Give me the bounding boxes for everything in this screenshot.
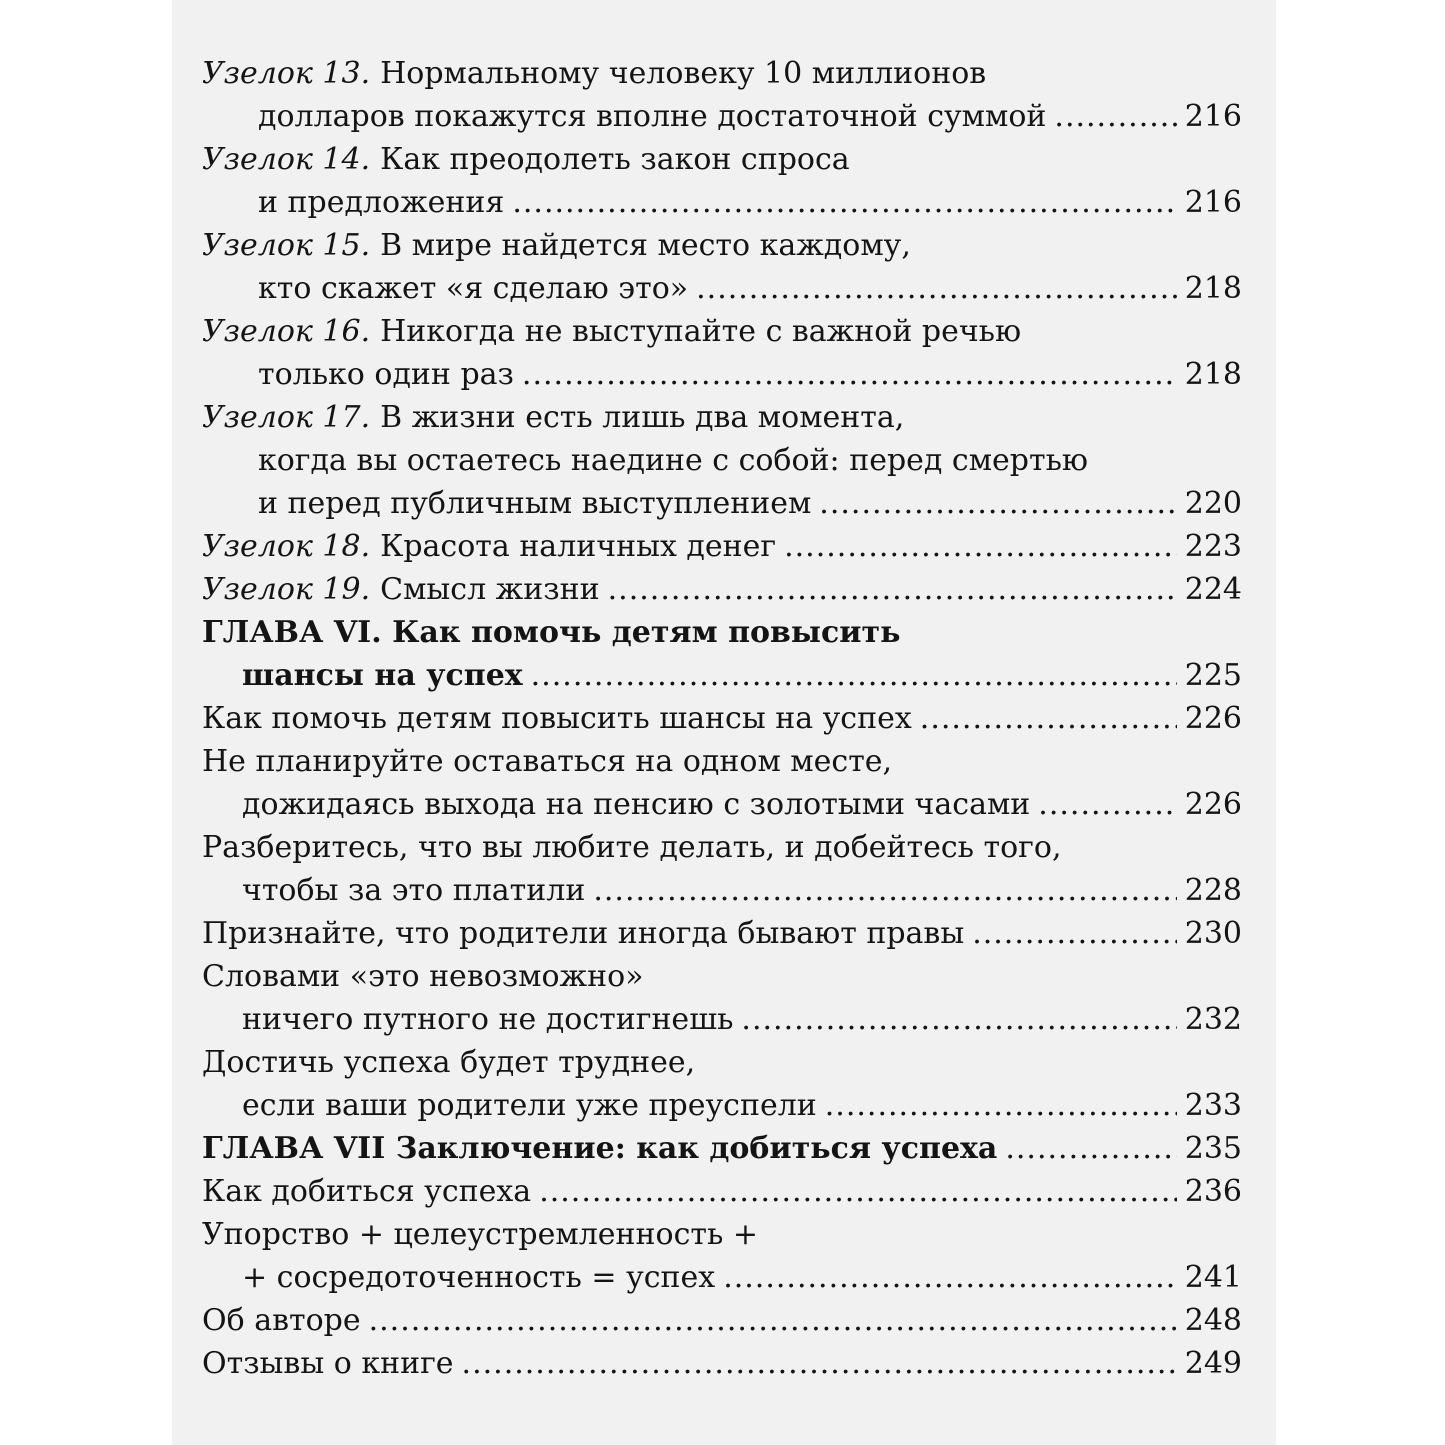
- toc-entry-title: если ваши родители уже преуспели: [242, 1088, 817, 1123]
- page-number: 241: [1184, 1260, 1242, 1295]
- toc-entry-title: В жизни есть лишь два момента,: [380, 400, 905, 435]
- toc-line: [202, 955, 1242, 998]
- toc-entry: [202, 1213, 1242, 1299]
- dot-leader: [608, 568, 1177, 611]
- toc-entry: [202, 740, 1242, 826]
- page-number: 233: [1184, 1088, 1242, 1123]
- toc-entry: [202, 1127, 1242, 1170]
- toc-line: [202, 1041, 1242, 1084]
- toc-entry-title: Как преодолеть закон спроса: [380, 142, 850, 177]
- toc-entry-prefix: Узелок 14.: [202, 142, 371, 177]
- dot-leader: [825, 1084, 1177, 1127]
- page-number: 216: [1184, 185, 1242, 220]
- dot-leader: [1038, 783, 1176, 826]
- toc-entry-title: Упорство + целеустремленность +: [202, 1217, 758, 1252]
- toc-entry-prefix: Узелок 13.: [202, 56, 371, 91]
- toc-entry: [202, 826, 1242, 912]
- toc-entry-title: В мире найдется место каждому,: [380, 228, 911, 263]
- toc-line: [202, 95, 1242, 138]
- toc-entry-title: и предложения: [258, 185, 505, 220]
- dot-leader: [462, 1342, 1177, 1385]
- toc-line: [202, 1213, 1242, 1256]
- toc-entry-title: Не планируйте оставаться на одном месте,: [202, 744, 893, 779]
- page-number: 218: [1184, 357, 1242, 392]
- dot-leader: [369, 1299, 1177, 1342]
- toc-line: [202, 1342, 1242, 1385]
- toc-entry: [202, 568, 1242, 611]
- toc-entry-title: Словами «это невозможно»: [202, 959, 644, 994]
- toc-entry: [202, 310, 1242, 396]
- toc-entry-prefix: Узелок 18.: [202, 529, 371, 564]
- toc-entry-title: ГЛАВА VII Заключение: как добиться успеха: [202, 1131, 998, 1166]
- page-number: 226: [1184, 701, 1242, 736]
- toc-entry-title: Как добиться успеха: [202, 1174, 532, 1209]
- toc-entry: [202, 611, 1242, 697]
- toc-line: [202, 1256, 1242, 1299]
- toc-line: [202, 1170, 1242, 1213]
- toc-entry-title: Признайте, что родители иногда бывают правы: [202, 916, 965, 951]
- toc-line: [202, 912, 1242, 955]
- toc-entry: [202, 697, 1242, 740]
- toc-line: [202, 1127, 1242, 1170]
- toc-line: [202, 998, 1242, 1041]
- toc-entry-title: шансы на успех: [242, 658, 523, 693]
- toc-entry-prefix: Узелок 15.: [202, 228, 371, 263]
- toc-entry: [202, 52, 1242, 138]
- toc-line: [202, 224, 1242, 267]
- table-of-contents: [202, 52, 1242, 1385]
- toc-entry-title: Об авторе: [202, 1303, 361, 1338]
- toc-line: [202, 310, 1242, 353]
- toc-entry-title: Отзывы о книге: [202, 1346, 454, 1381]
- toc-entry: [202, 138, 1242, 224]
- dot-leader: [1005, 1127, 1176, 1170]
- toc-entry-title: Достичь успеха будет труднее,: [202, 1045, 696, 1080]
- dot-leader: [539, 1170, 1177, 1213]
- book-page: [172, 0, 1276, 1445]
- toc-line: [202, 1299, 1242, 1342]
- toc-entry-title: Нормальному человеку 10 миллионов: [380, 56, 987, 91]
- toc-line: [202, 568, 1242, 611]
- toc-line: [202, 439, 1242, 482]
- toc-entry: [202, 912, 1242, 955]
- toc-entry-title: Смысл жизни: [380, 572, 600, 607]
- toc-entry: [202, 224, 1242, 310]
- toc-line: [202, 740, 1242, 783]
- page-number: 223: [1184, 529, 1242, 564]
- toc-entry-prefix: Узелок 17.: [202, 400, 371, 435]
- toc-line: [202, 869, 1242, 912]
- dot-leader: [723, 1256, 1177, 1299]
- dot-leader: [972, 912, 1177, 955]
- toc-entry-title: и перед публичным выступлением: [258, 486, 812, 521]
- page-number: 235: [1184, 1131, 1242, 1166]
- toc-entry: [202, 396, 1242, 525]
- page-number: 220: [1184, 486, 1242, 521]
- dot-leader: [741, 998, 1176, 1041]
- toc-line: [202, 267, 1242, 310]
- dot-leader: [819, 482, 1176, 525]
- toc-line: [202, 697, 1242, 740]
- page-number: 226: [1184, 787, 1242, 822]
- toc-entry: [202, 955, 1242, 1041]
- toc-entry: [202, 1342, 1242, 1385]
- dot-leader: [784, 525, 1177, 568]
- toc-line: [202, 52, 1242, 95]
- page-number: 224: [1184, 572, 1242, 607]
- toc-entry-title: + сосредоточенность = успех: [242, 1260, 716, 1295]
- page-number: 248: [1184, 1303, 1242, 1338]
- toc-line: [202, 353, 1242, 396]
- toc-entry-title: Никогда не выступайте с важной речью: [380, 314, 1022, 349]
- dot-leader: [1054, 95, 1176, 138]
- toc-line: [202, 482, 1242, 525]
- page-number: 236: [1184, 1174, 1242, 1209]
- page-number: 232: [1184, 1002, 1242, 1037]
- dot-leader: [920, 697, 1177, 740]
- toc-entry-title: только один раз: [258, 357, 514, 392]
- toc-line: [202, 525, 1242, 568]
- toc-line: [202, 138, 1242, 181]
- toc-entry: [202, 525, 1242, 568]
- toc-entry-title: Красота наличных денег: [380, 529, 777, 564]
- dot-leader: [593, 869, 1176, 912]
- page-number: 228: [1184, 873, 1242, 908]
- toc-line: [202, 181, 1242, 224]
- toc-line: [202, 783, 1242, 826]
- toc-entry-title: Разберитесь, что вы любите делать, и добейтесь того,: [202, 830, 1062, 865]
- toc-entry-title: ничего путного не достигнешь: [242, 1002, 734, 1037]
- toc-entry-title: Как помочь детям повысить шансы на успех: [202, 701, 912, 736]
- page-number: 225: [1184, 658, 1242, 693]
- toc-entry-title: ГЛАВА VI. Как помочь детям повысить: [202, 615, 901, 650]
- dot-leader: [512, 181, 1176, 224]
- toc-line: [202, 1084, 1242, 1127]
- dot-leader: [522, 353, 1177, 396]
- toc-entry: [202, 1299, 1242, 1342]
- toc-entry-title: чтобы за это платили: [242, 873, 586, 908]
- toc-line: [202, 654, 1242, 697]
- toc-line: [202, 396, 1242, 439]
- page-number: 249: [1184, 1346, 1242, 1381]
- dot-leader: [696, 267, 1177, 310]
- toc-line: [202, 611, 1242, 654]
- toc-entry: [202, 1170, 1242, 1213]
- toc-line: [202, 826, 1242, 869]
- toc-entry: [202, 1041, 1242, 1127]
- page-number: 216: [1184, 99, 1242, 134]
- toc-entry-title: когда вы остаетесь наедине с собой: перед смертью: [258, 443, 1089, 478]
- page-number: 218: [1184, 271, 1242, 306]
- page-number: 230: [1184, 916, 1242, 951]
- toc-entry-title: долларов покажутся вполне достаточной суммой: [258, 99, 1047, 134]
- toc-entry-title: дожидаясь выхода на пенсию с золотыми часами: [242, 787, 1031, 822]
- toc-entry-title: кто скажет «я сделаю это»: [258, 271, 689, 306]
- toc-entry-prefix: Узелок 19.: [202, 572, 371, 607]
- dot-leader: [531, 654, 1177, 697]
- toc-entry-prefix: Узелок 16.: [202, 314, 371, 349]
